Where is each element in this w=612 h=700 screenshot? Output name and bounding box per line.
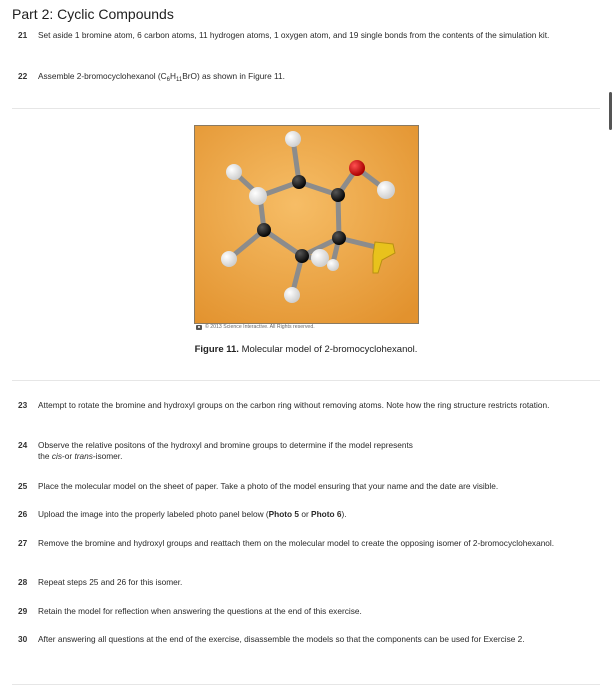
copyright-text: © 2013 Science Interactive. All Rights reserved. (205, 324, 315, 330)
step-21 (18, 30, 592, 41)
step-text-d: -isomer. (92, 451, 123, 461)
step-text (38, 440, 592, 462)
divider (12, 380, 600, 381)
figure-11-photo (194, 125, 419, 324)
step-text-c: -or (61, 451, 75, 461)
carbon-atom (331, 188, 345, 202)
step-text-a: Upload the image into the properly labeled photo panel below ( (38, 509, 269, 519)
step-22 (18, 71, 592, 82)
hydrogen-atom (249, 187, 267, 205)
step-text (38, 509, 592, 520)
formula-h: H (170, 71, 176, 81)
photo-background (195, 126, 418, 323)
step-number: 28 (18, 577, 28, 587)
carbon-atom (332, 231, 346, 245)
carbon-atom (292, 175, 306, 189)
oxygen-atom (349, 160, 365, 176)
formula-text-before: Assemble 2-bromocyclohexanol (C (38, 71, 167, 81)
step-number: 30 (18, 634, 28, 644)
step-text: Attempt to rotate the bromine and hydroxyl groups on the carbon ring without removing atoms. Note how the ring structure restricts rotation. (38, 400, 550, 410)
camera-icon (196, 325, 202, 330)
hydrogen-atom (285, 131, 301, 147)
step-text-b: ). (341, 509, 347, 519)
molecular-model-photo (195, 126, 418, 323)
hydrogen-atom (327, 259, 339, 271)
formula-text-after: BrO) as shown in Figure 11. (182, 71, 285, 81)
step-number: 22 (18, 71, 28, 81)
step-27 (18, 538, 592, 549)
photo-5-ref: Photo 5 (268, 509, 300, 519)
figure-caption-text: Molecular model of 2-bromocyclohexanol. (241, 344, 418, 355)
step-number: 25 (18, 481, 28, 491)
step-text: Place the molecular model on the sheet of paper. Take a photo of the model ensuring that your name and the date are visible. (38, 481, 499, 491)
hydrogen-atom (311, 249, 329, 267)
subscript-11: 11 (176, 77, 183, 83)
cis-term: cis (51, 451, 62, 461)
step-text-b: the (38, 451, 52, 461)
figure-label: Figure 11. (194, 344, 239, 355)
step-number: 29 (18, 606, 28, 616)
step-text: Repeat steps 25 and 26 for this isomer. (38, 577, 183, 587)
hydrogen-atom (221, 251, 237, 267)
carbon-atom (257, 223, 271, 237)
divider (12, 108, 600, 109)
section-title: Part 2: Cyclic Compounds (12, 6, 174, 22)
step-number: 23 (18, 400, 28, 410)
step-number: 26 (18, 509, 28, 519)
image-credit (196, 324, 315, 330)
subscript-6: 6 (166, 77, 170, 83)
hydrogen-atom (226, 164, 242, 180)
step-25 (18, 481, 592, 492)
step-text (38, 71, 592, 82)
step-26 (18, 509, 592, 520)
figure-caption (0, 344, 612, 355)
step-23 (18, 400, 592, 411)
trans-term: trans (74, 451, 93, 461)
photo-6-ref: Photo 6 (311, 509, 342, 519)
carbon-atom (295, 249, 309, 263)
hydrogen-atom (377, 181, 395, 199)
hydrogen-atom (284, 287, 300, 303)
step-24 (18, 440, 592, 462)
step-30 (18, 634, 592, 645)
divider (12, 684, 600, 685)
step-text: After answering all questions at the end of the exercise, disassemble the models so that the components can be used for Exercise 2. (38, 634, 525, 644)
step-text: Set aside 1 bromine atom, 6 carbon atoms, 11 hydrogen atoms, 1 oxygen atom, and 19 single bonds from the contents of the simulation kit. (38, 30, 550, 40)
step-text-or: or (299, 509, 312, 519)
step-29 (18, 606, 592, 617)
step-text: Retain the model for reflection when answering the questions at the end of this exercise. (38, 606, 362, 616)
step-text: Remove the bromine and hydroxyl groups and reattach them on the molecular model to create the opposing isomer of 2-bromocyclohexanol. (38, 538, 555, 548)
step-number: 27 (18, 538, 28, 548)
step-28 (18, 577, 592, 588)
step-number: 24 (18, 440, 28, 450)
step-text-a: Observe the relative positons of the hydroxyl and bromine groups to determine if the model represents (38, 440, 413, 450)
step-number: 21 (18, 30, 28, 40)
